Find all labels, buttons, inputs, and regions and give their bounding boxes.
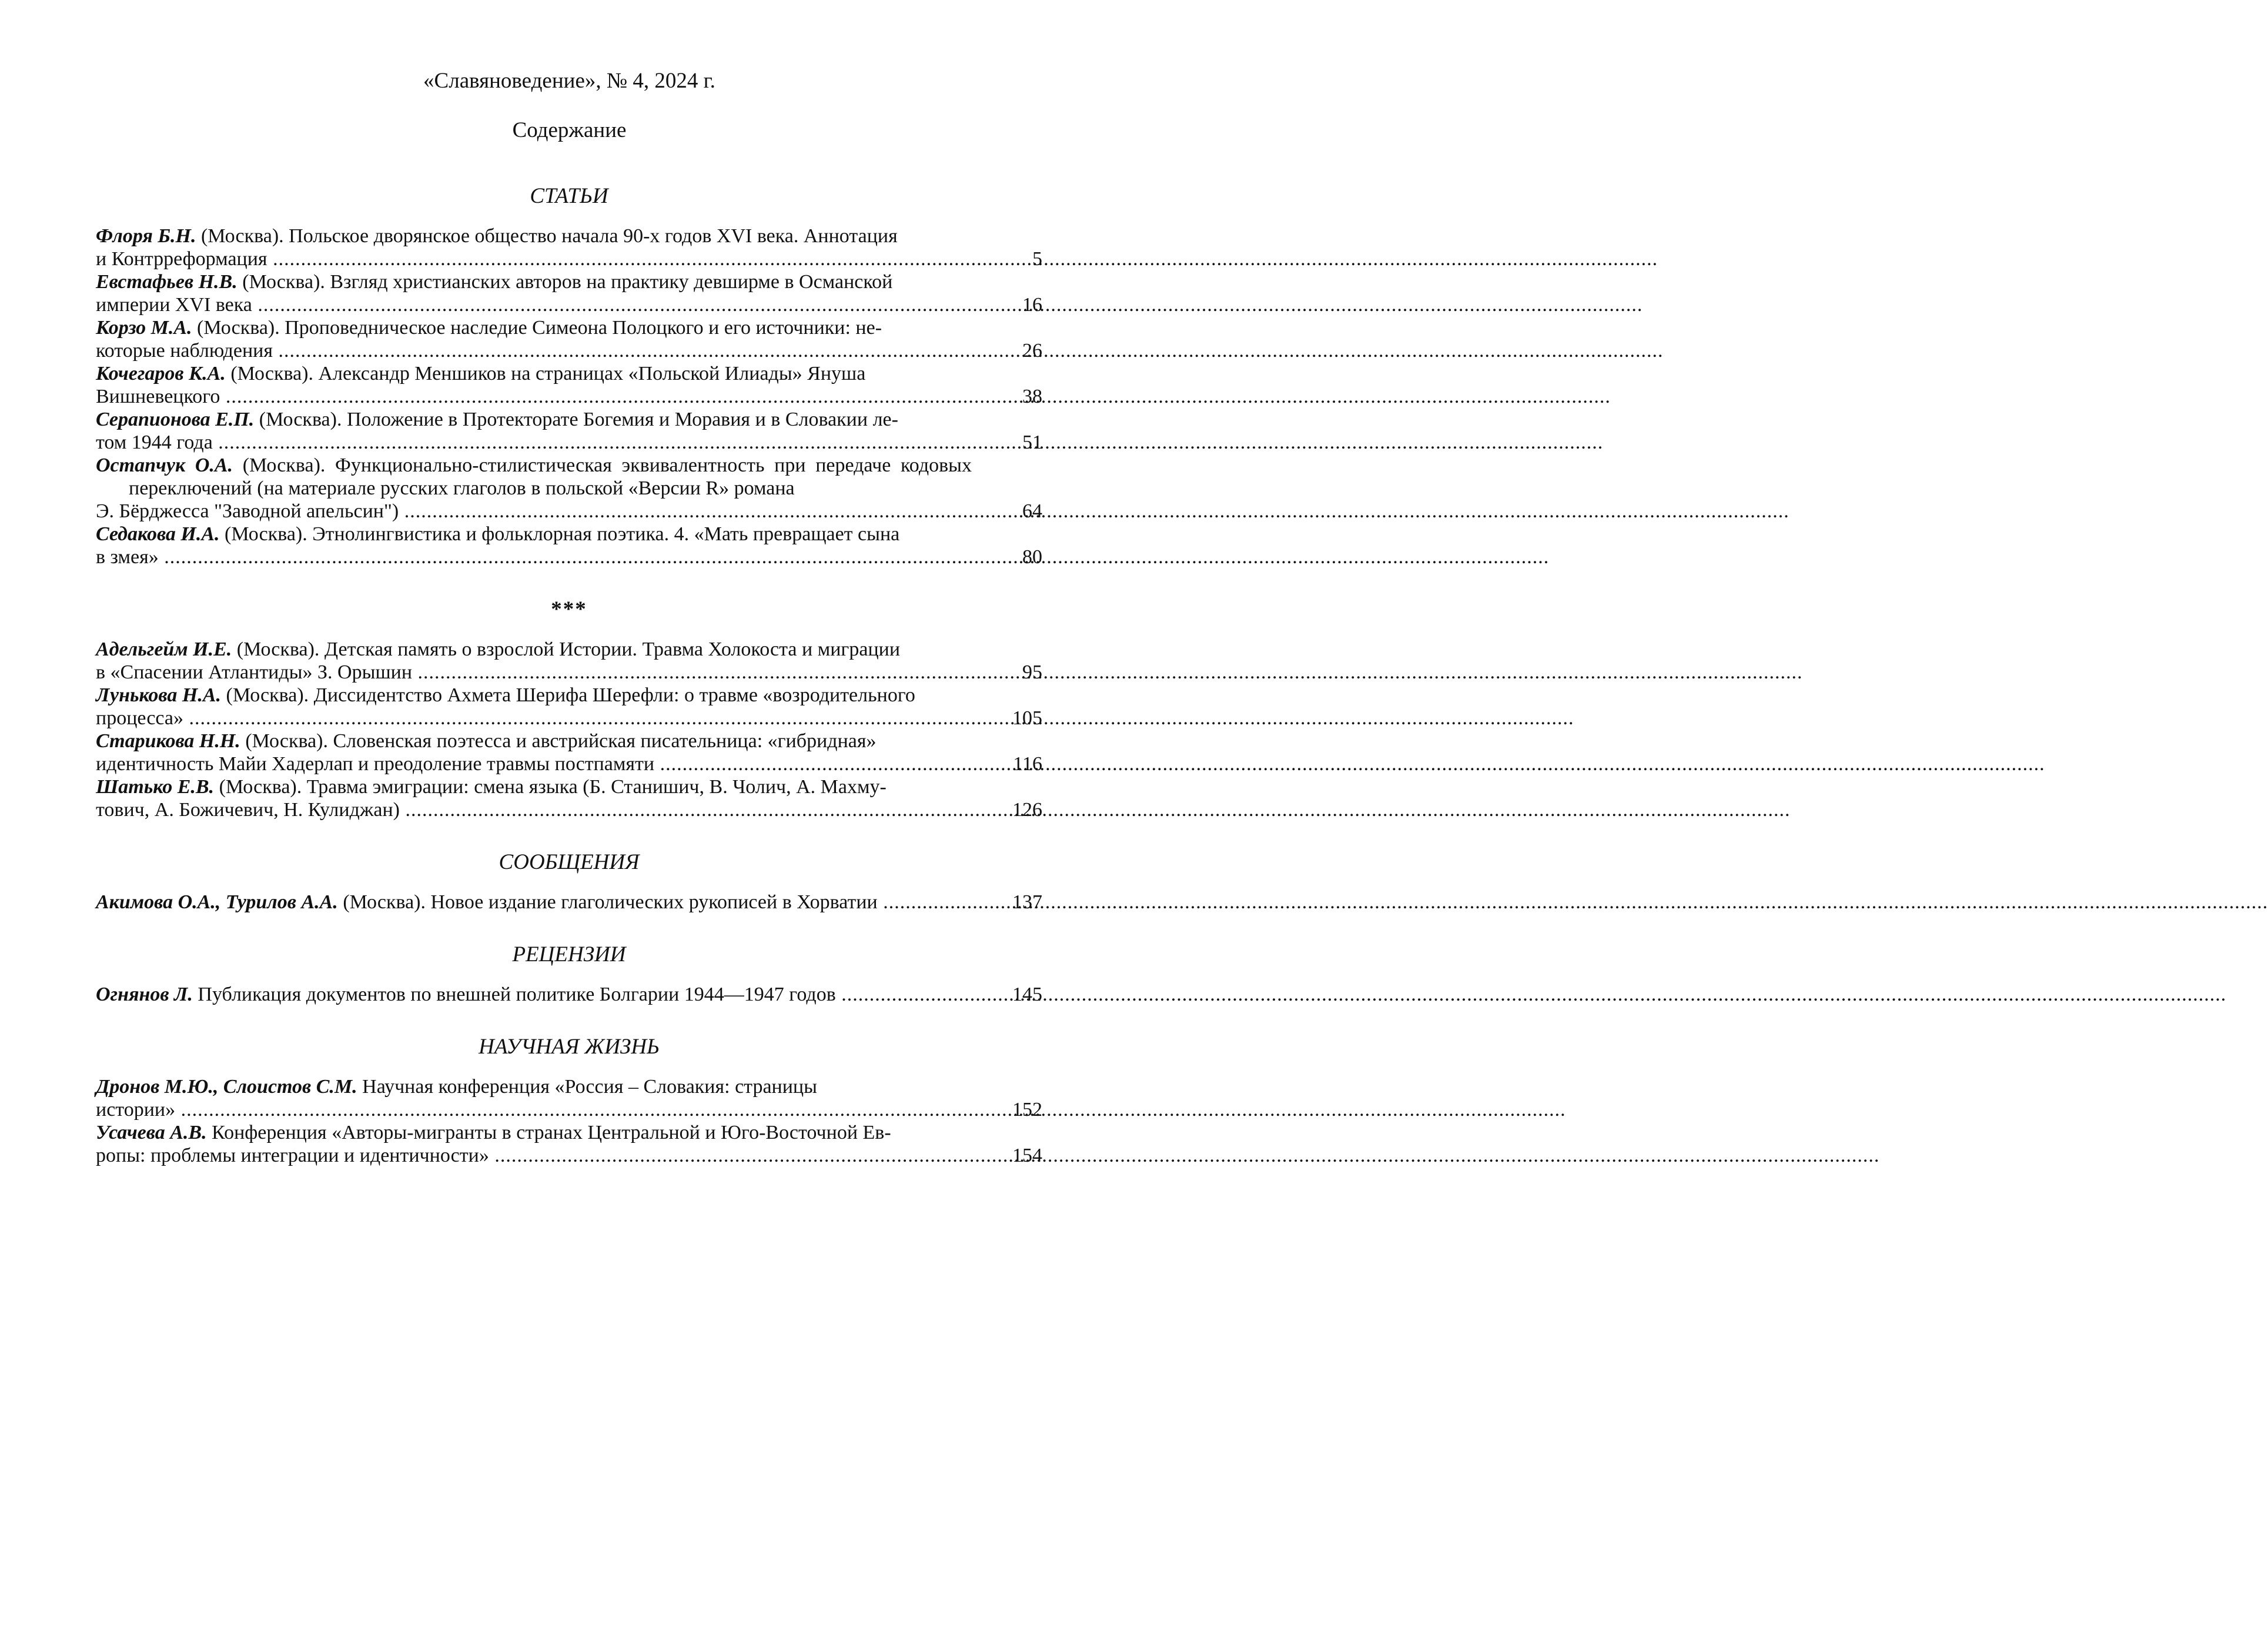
page-number: 137: [1012, 891, 1042, 913]
entry-title-part: (Москва). Этнолингвистика и фольклорная поэтика. 4. «Мать превращает сына: [225, 523, 900, 545]
entry-author: Корзо М.А.: [96, 317, 192, 339]
entry-title-part: (Москва). Функционально-стилистическая эквивалентность при передаче кодовых переключений (на материале русских глаголов в польской «Версии R» романа: [129, 454, 972, 499]
entry-text: [96, 454, 972, 523]
entry-text: [96, 983, 972, 1006]
entry-title-end: империи XVI века: [96, 294, 252, 316]
toc-entry[interactable]: [96, 362, 1042, 408]
entry-title-end: в «Спасении Атлантиды» З. Орышин: [96, 661, 413, 683]
entry-title-end: в змея»: [96, 546, 159, 568]
section-title: СТАТЬИ: [530, 184, 608, 208]
entry-title-end: тович, А. Божичевич, Н. Кулиджан): [96, 799, 400, 821]
entry-author: Седакова И.А.: [96, 523, 220, 545]
entry-title-part: (Москва). Диссидентство Ахмета Шерифа Шерефли: о травме «возродительного: [226, 684, 915, 706]
entry-title-end: идентичность Майи Хадерлап и преодоление травмы постпамяти: [96, 753, 655, 775]
toc-entry[interactable]: [96, 730, 1042, 775]
toc-entry[interactable]: [96, 270, 1042, 316]
toc-entry[interactable]: [96, 891, 1042, 914]
toc-entry[interactable]: [96, 225, 1042, 270]
entry-text: [96, 638, 972, 684]
toc-entry[interactable]: [96, 523, 1042, 568]
toc-entry[interactable]: [96, 316, 1042, 362]
toc-section: [96, 597, 1042, 821]
entry-title-end: ропы: проблемы интеграции и идентичности»: [96, 1145, 489, 1166]
entry-last-line: [96, 339, 972, 362]
page-number: 126: [1012, 799, 1042, 821]
entry-text: [96, 523, 972, 568]
section-title: ***: [551, 597, 587, 621]
entry-author: Старикова Н.Н.: [96, 730, 240, 752]
journal-title: «Славяноведение», № 4, 2024 г.: [423, 69, 715, 93]
toc-section: [96, 1034, 1042, 1167]
page-number: 26: [1022, 340, 1042, 362]
toc-section: [96, 942, 1042, 1006]
table-of-contents: [96, 183, 1042, 1195]
entry-title-end: (Москва). Новое издание глаголических рукописей в Хорватии: [343, 891, 878, 913]
toc-entry[interactable]: [96, 775, 1042, 821]
section-title: НАУЧНАЯ ЖИЗНЬ: [479, 1035, 660, 1059]
leader-dots: [183, 707, 1574, 729]
page-number: 64: [1022, 500, 1042, 522]
toc-entry[interactable]: [96, 1075, 1042, 1121]
entry-last-line: [96, 293, 972, 316]
entry-text: [96, 775, 972, 821]
entry-text: [96, 1121, 972, 1167]
entry-title-part: (Москва). Положение в Протекторате Богемия и Моравия и в Словакии ле-: [259, 409, 898, 430]
entry-title-part: (Москва). Польское дворянское общество начала 90-х годов XVI века. Аннотация: [200, 225, 898, 247]
entry-author: Огнянов Л.: [96, 984, 193, 1005]
entry-text: [96, 684, 972, 730]
entry-text: [96, 225, 972, 270]
page-number: 105: [1012, 707, 1042, 729]
page-number: 80: [1022, 546, 1042, 568]
entry-author: Лунькова Н.А.: [96, 684, 221, 706]
entry-text: [96, 408, 972, 454]
entry-title-end: и Контрреформация: [96, 248, 267, 270]
section-title: РЕЦЕНЗИИ: [512, 942, 626, 967]
entry-title-part: (Москва). Травма эмиграции: смена языка (Б. Станишич, В. Чолич, А. Махму-: [219, 776, 887, 798]
entry-title-end: том 1944 года: [96, 432, 213, 453]
toc-section: [96, 183, 1042, 568]
entry-last-line: [96, 500, 972, 523]
leader-dots: [252, 294, 1643, 316]
entry-last-line: [96, 248, 972, 270]
entry-author: Серапионова Е.П.: [96, 409, 255, 430]
entry-title-part: (Москва). Словенская поэтесса и австрийская писательница: «гибридная»: [245, 730, 877, 752]
entry-author: Дронов М.Ю., Слоистов С.М.: [96, 1076, 357, 1098]
leader-dots: [878, 891, 2268, 913]
entry-author: Усачева А.В.: [96, 1122, 207, 1143]
leader-dots: [267, 248, 1658, 270]
entry-last-line: [96, 1144, 972, 1167]
page-number: 154: [1012, 1145, 1042, 1166]
entry-last-line: [96, 1098, 972, 1121]
entry-author: Флоря Б.Н.: [96, 225, 196, 247]
section-title: СООБЩЕНИЯ: [499, 850, 640, 874]
entry-title-end: Публикация документов по внешней политике Болгарии 1944—1947 годов: [198, 984, 836, 1005]
entry-author: Акимова О.А., Турилов А.А.: [96, 891, 338, 913]
entry-last-line: [96, 385, 972, 408]
leader-dots: [399, 500, 1789, 522]
entry-text: [96, 891, 972, 914]
entry-text: [96, 1075, 972, 1121]
entry-title-part: (Москва). Проповедническое наследие Симеона Полоцкого и его источники: не-: [197, 317, 882, 339]
toc-entry[interactable]: [96, 684, 1042, 730]
page-number: 51: [1022, 432, 1042, 453]
leader-dots: [654, 753, 2045, 775]
toc-entry[interactable]: [96, 983, 1042, 1006]
leader-dots: [412, 661, 1803, 683]
entry-title-part: (Москва). Детская память о взрослой Истории. Травма Холокоста и миграции: [236, 638, 901, 660]
entry-title-end: которые наблюдения: [96, 340, 273, 362]
leader-dots: [836, 984, 2227, 1005]
entry-text: [96, 730, 972, 775]
toc-entry[interactable]: [96, 408, 1042, 454]
toc-entry[interactable]: [96, 638, 1042, 684]
entry-last-line: [96, 753, 972, 775]
entry-last-line: [96, 661, 972, 684]
page-number: 5: [1032, 248, 1042, 270]
toc-section: [96, 850, 1042, 914]
leader-dots: [213, 432, 1604, 453]
leader-dots: [159, 546, 1550, 568]
entry-title-end: Вишневецкого: [96, 386, 220, 407]
page-number: 16: [1022, 294, 1042, 316]
entry-title-part: (Москва). Александр Меншиков на страницах «Польской Илиады» Януша: [230, 363, 866, 384]
page-number: 38: [1022, 386, 1042, 407]
entry-last-line: [96, 798, 972, 821]
leader-dots: [489, 1145, 1880, 1166]
entry-title-part: Научная конференция «Россия – Словакия: страницы: [362, 1076, 817, 1098]
leader-dots: [220, 386, 1611, 407]
toc-entry[interactable]: [96, 454, 1042, 523]
contents-heading: Содержание: [512, 118, 627, 142]
toc-entry[interactable]: [96, 1121, 1042, 1167]
entry-text: [96, 270, 972, 316]
entry-last-line: [96, 431, 972, 454]
entry-text: [96, 316, 972, 362]
entry-last-line: [96, 707, 972, 730]
leader-dots: [400, 799, 1791, 821]
page-number: 95: [1022, 661, 1042, 683]
entry-title-part: (Москва). Взгляд христианских авторов на практику девширме в Османской: [242, 271, 893, 293]
entry-title-end: процесса»: [96, 707, 184, 729]
entry-author: Адельгейм И.Е.: [96, 638, 232, 660]
entry-title-end: Э. Бёрджесса "Заводной апельсин"): [96, 500, 399, 522]
page-number: 145: [1012, 984, 1042, 1005]
leader-dots: [175, 1099, 1566, 1121]
entry-title-end: истории»: [96, 1099, 176, 1121]
entry-author: Кочегаров К.А.: [96, 363, 226, 384]
entry-author: Шатько Е.В.: [96, 776, 215, 798]
entry-title-part: Конференция «Авторы-мигранты в странах Центральной и Юго-Восточной Ев-: [212, 1122, 891, 1143]
entry-last-line: [96, 546, 972, 568]
page-number: 116: [1013, 753, 1042, 775]
entry-author: Евстафьев Н.В.: [96, 271, 237, 293]
leader-dots: [273, 340, 1664, 362]
entry-author: Остапчук О.А.: [96, 454, 233, 476]
page-number: 152: [1012, 1099, 1042, 1121]
entry-text: [96, 362, 972, 408]
